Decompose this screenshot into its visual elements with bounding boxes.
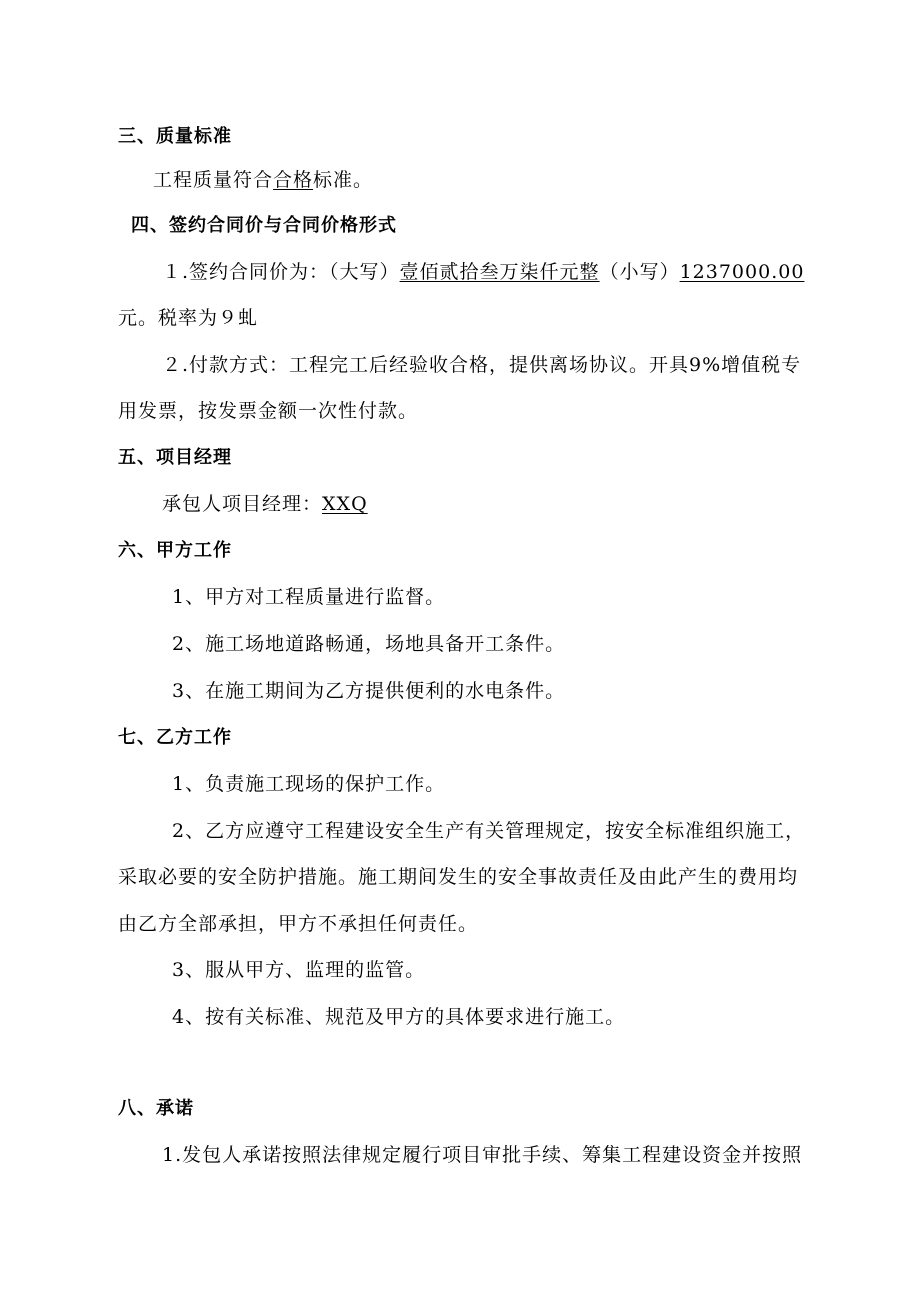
party-b-item-4: 4、按有关标准、规范及甲方的具体要求进行施工。 bbox=[172, 1006, 626, 1028]
party-b-item-1: 1、负责施工现场的保护工作。 bbox=[172, 773, 446, 795]
party-b-item-2-line-2: 采取必要的安全防护措施。施工期间发生的安全事故责任及由此产生的费用均 bbox=[118, 866, 799, 888]
section-4-heading: 四、签约合同价与合同价格形式 bbox=[131, 215, 397, 236]
party-b-item-3: 3、服从甲方、监理的监管。 bbox=[172, 959, 426, 981]
project-manager-name: XXQ bbox=[322, 493, 368, 515]
payment-method-line-2: 用发票，按发票金额一次性付款。 bbox=[118, 400, 419, 422]
party-a-item-3: 3、在施工期间为乙方提供便利的水电条件。 bbox=[172, 680, 566, 702]
party-a-item-1: 1、甲方对工程质量进行监督。 bbox=[172, 586, 446, 608]
contract-price-line bbox=[162, 260, 804, 284]
quality-prefix: 工程质量符合 bbox=[153, 169, 274, 191]
contract-price-number: 1237000.00 bbox=[679, 261, 805, 283]
contract-price-label: １.签约合同价为：（大写） bbox=[162, 261, 400, 283]
section-8-heading: 八、承诺 bbox=[118, 1098, 194, 1119]
section-7-heading: 七、乙方工作 bbox=[118, 727, 232, 748]
tax-rate-line: 元。税率为９虬 bbox=[118, 307, 259, 329]
quality-standard-text bbox=[153, 168, 373, 192]
party-b-item-2-line-3: 由乙方全部承担，甲方不承担任何责任。 bbox=[118, 913, 479, 935]
section-3-heading: 三、质量标准 bbox=[118, 126, 232, 147]
quality-suffix: 标准。 bbox=[313, 169, 374, 191]
contract-price-small-label: （小写） bbox=[599, 261, 680, 283]
quality-grade: 合格 bbox=[273, 169, 314, 191]
project-manager-label: 承包人项目经理： bbox=[162, 493, 323, 515]
commitment-item-1-line-1: 1.发包人承诺按照法律规定履行项目审批手续、筹集工程建设资金并按照 bbox=[162, 1144, 803, 1166]
payment-method-line-1: ２.付款方式：工程完工后经验收合格，提供离场协议。开具9%增值税专 bbox=[162, 354, 802, 376]
contract-price-words: 壹佰贰拾叁万柒仟元整 bbox=[399, 261, 600, 283]
section-6-heading: 六、甲方工作 bbox=[118, 540, 232, 561]
party-b-item-2-line-1: 2、乙方应遵守工程建设安全生产有关管理规定，按安全标准组织施工， bbox=[172, 820, 806, 842]
project-manager-line bbox=[162, 492, 368, 516]
party-a-item-2: 2、施工场地道路畅通，场地具备开工条件。 bbox=[172, 633, 566, 655]
section-5-heading: 五、项目经理 bbox=[118, 447, 232, 468]
